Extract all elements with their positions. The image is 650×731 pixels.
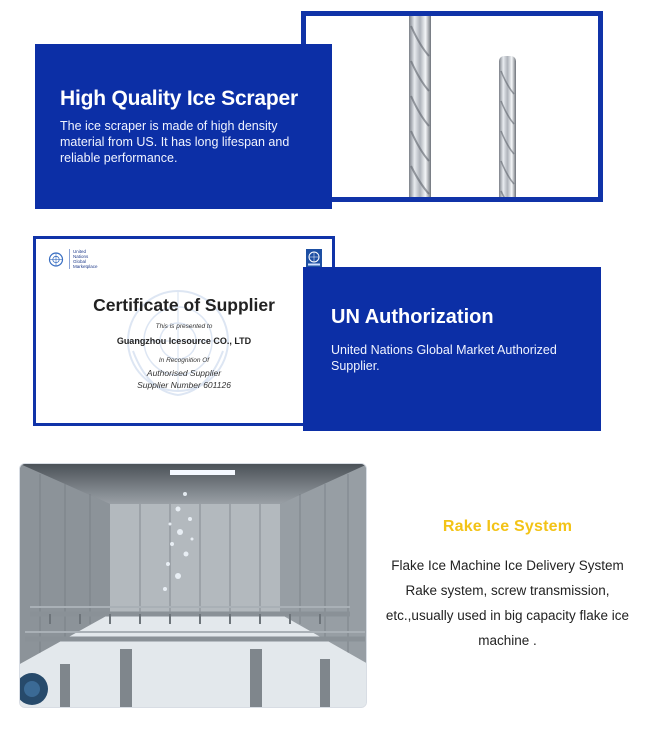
- un-emblem-icon: [46, 251, 66, 268]
- un-badge-icon: [306, 249, 322, 267]
- un-info-panel: [303, 267, 601, 431]
- rake-system-description: Flake Ice Machine Ice Delivery System Rake system, screw transmission, etc.,usually used in big capacity flake ice machine .: [385, 558, 630, 648]
- rake-system-photo: [19, 463, 367, 708]
- certificate-company-name: Guangzhou Icesource CO., LTD: [116, 336, 252, 346]
- certificate-supplier-number: Supplier Number 601126: [137, 380, 231, 390]
- scraper-info-panel: [35, 44, 332, 209]
- rake-system-title: Rake Ice System: [442, 518, 573, 535]
- scraper-title: High Quality Ice Scraper: [60, 87, 298, 110]
- long-rod: [409, 16, 431, 197]
- un-title: UN Authorization: [331, 306, 494, 328]
- ice-storage-rake-image: [20, 464, 367, 708]
- un-org-name: United Nations Global Marketplace: [69, 249, 98, 269]
- certificate-presented-to: This is presented to: [155, 323, 213, 330]
- scraper-image-frame: [301, 11, 603, 202]
- certificate-frame: [33, 236, 335, 426]
- certificate-card: [38, 241, 330, 421]
- short-rod: [499, 56, 516, 197]
- ice-scraper-rods-image: [306, 16, 598, 197]
- scraper-description: The ice scraper is made of high density material from US. It has long lifespan and reliable performance.: [60, 119, 290, 165]
- un-description: United Nations Global Market Authorized Supplier.: [331, 343, 557, 373]
- certificate-authorised: Authorised Supplier: [146, 368, 222, 378]
- certificate-title: Certificate of Supplier: [93, 295, 275, 315]
- certificate-recognition: In Recognition Of: [158, 357, 210, 364]
- un-global-marketplace-logo: [46, 249, 98, 269]
